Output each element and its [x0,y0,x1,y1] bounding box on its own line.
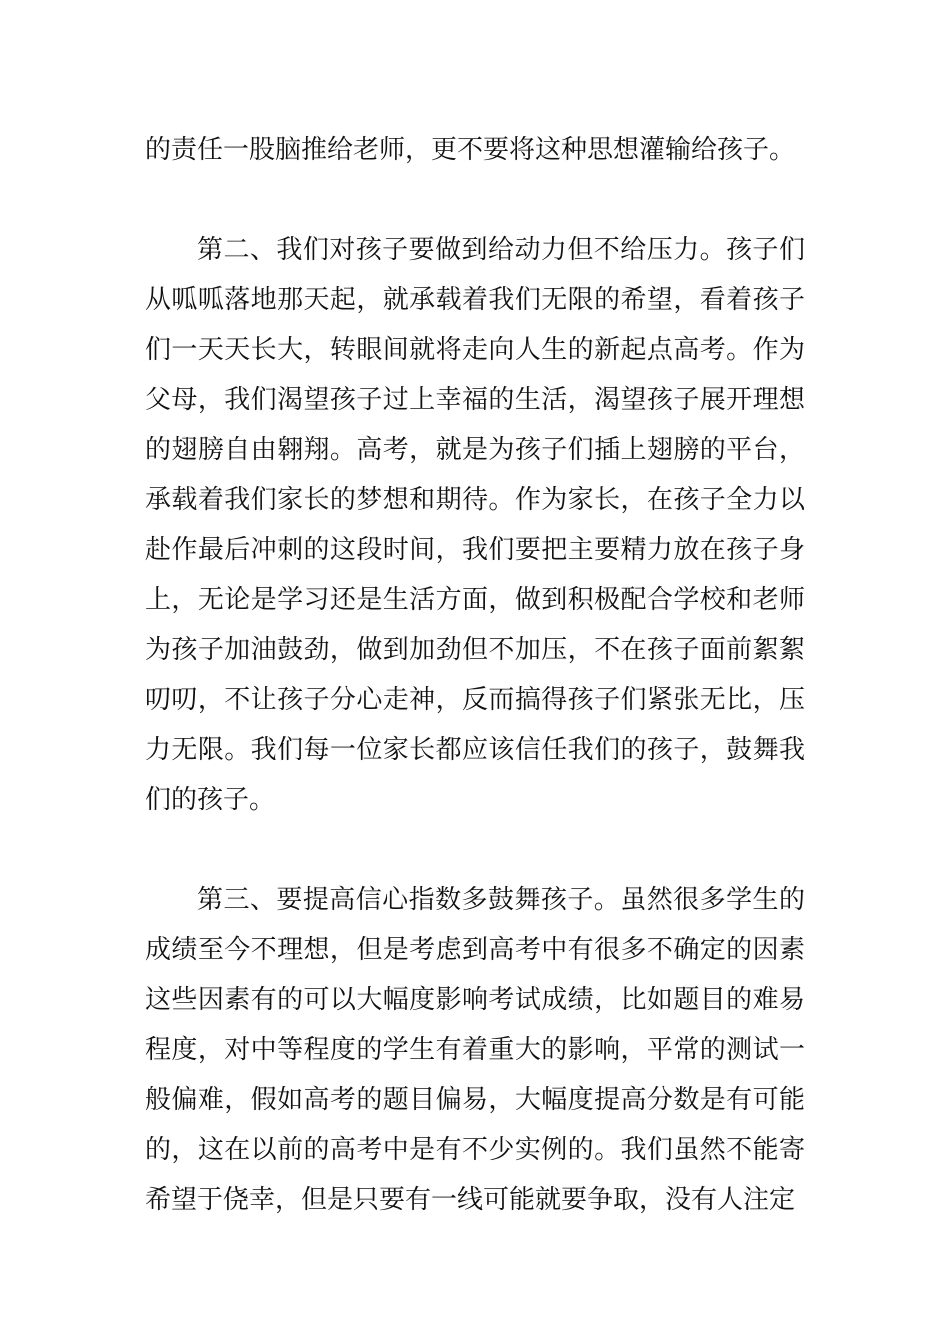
paragraph-continuation: 的责任一股脑推给老师，更不要将这种思想灌输给孩子。 [145,135,796,165]
document-page [145,125,805,1225]
paragraph-second-point: 第二、我们对孩子要做到给动力但不给压力。孩子们从呱呱落地那天起，就承载着我们无限的希望，看着孩子们一天天长大，转眼间就将走向人生的新起点高考。作为父母，我们渴望孩子过上幸福的生活，渴望孩子展开理想的翅膀自由翱翔。高考，就是为孩子们插上翅膀的平台，承载着我们家长的梦想和期待。作为家长，在孩子全力以赴作最后冲刺的这段时间，我们要把主要精力放在孩子身上，无论是学习还是生活方面，做到积极配合学校和老师为孩子加油鼓劲，做到加劲但不加压，不在孩子面前絮絮叨叨，不让孩子分心走神，反而搞得孩子们紧张无比，压力无限。我们每一位家长都应该信任我们的孩子，鼓舞我们的孩子。 [145,235,805,815]
paragraph-third-point: 第三、要提高信心指数多鼓舞孩子。虽然很多学生的成绩至今不理想，但是考虑到高考中有很多不确定的因素这些因素有的可以大幅度影响考试成绩，比如题目的难易程度，对中等程度的学生有着重大的影响，平常的测试一般偏难，假如高考的题目偏易，大幅度提高分数是有可能的，这在以前的高考中是有不少实例的。我们虽然不能寄希望于侥幸，但是只要有一线可能就要争取，没有人注定 [145,885,805,1215]
